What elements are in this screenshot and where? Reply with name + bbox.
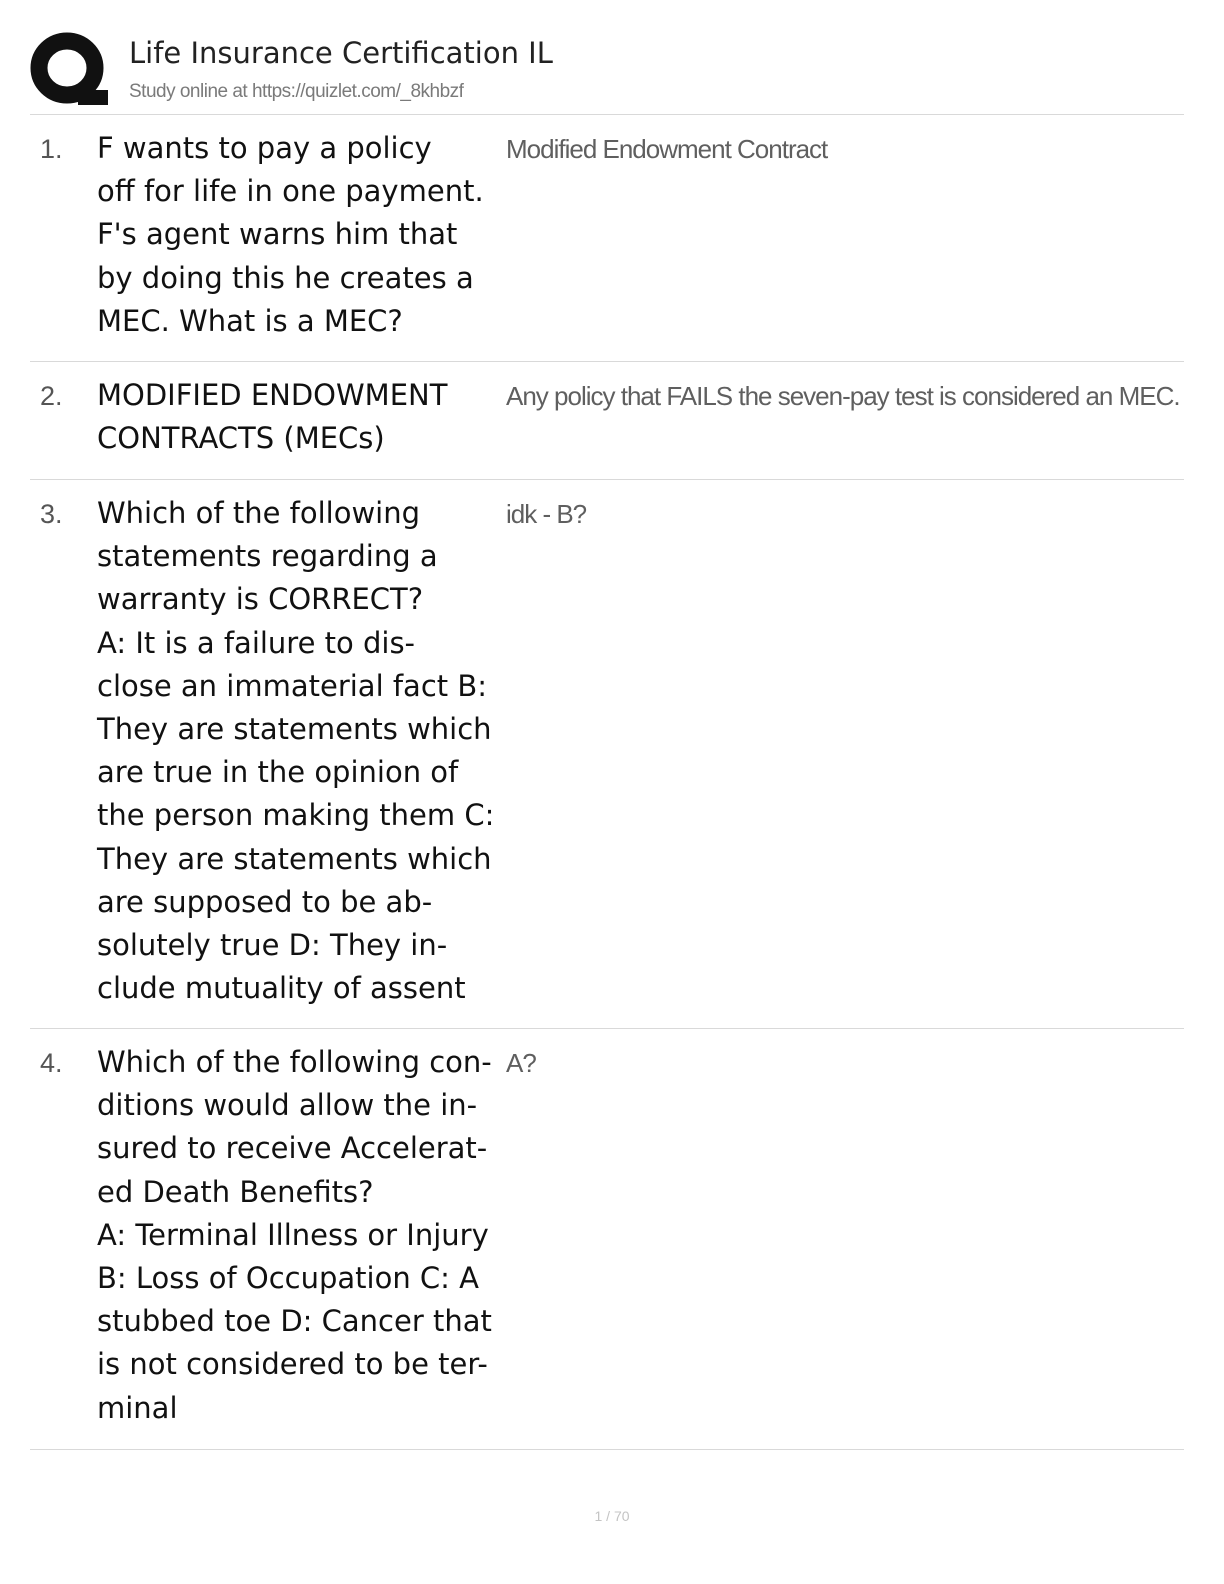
card-definition: Modified Endowment Contract (506, 134, 828, 164)
flashcard-row (30, 115, 1184, 362)
card-term: Which of the following statements regarding a warranty is CORRECT? A: It is a failure to dis- close an immaterial fact B: They are statements which are true in the opinion of the person making them C: They are statements which are supposed to be ab- solutely true D: They in- clude mutuality of assent (97, 496, 495, 1006)
page-title: Life Insurance Certification IL (129, 36, 553, 70)
page-header (30, 28, 1184, 115)
flashcard-row (30, 480, 1184, 1029)
card-definition: A? (506, 1048, 536, 1078)
card-number: 4. (40, 1048, 63, 1078)
page-number: 1 / 70 (594, 1508, 630, 1524)
quizlet-q-logo-icon (30, 30, 110, 110)
card-term: MODIFIED ENDOWMENT CONTRACTS (MECs) (97, 378, 448, 456)
card-number: 2. (40, 381, 63, 411)
card-number: 3. (40, 499, 63, 529)
flashcard-row (30, 362, 1184, 480)
card-term: Which of the following con- ditions would allow the in- sured to receive Accelerat- ed Death Benefits? A: Terminal Illness or Injury B: Loss of Occupation C: A stubbed toe D: Cancer that is not considered to be ter- minal (97, 1045, 492, 1425)
card-definition: idk - B? (506, 499, 587, 529)
card-term: F wants to pay a policy off for life in one payment. F's agent warns him that by doing this he creates a MEC. What is a MEC? (97, 131, 484, 338)
study-online-link[interactable]: Study online at https://quizlet.com/_8khbzf (129, 81, 464, 102)
card-number: 1. (40, 134, 63, 164)
flashcard-row (30, 1029, 1184, 1450)
card-definition: Any policy that FAILS the seven-pay test is considered an MEC. (506, 381, 1180, 411)
